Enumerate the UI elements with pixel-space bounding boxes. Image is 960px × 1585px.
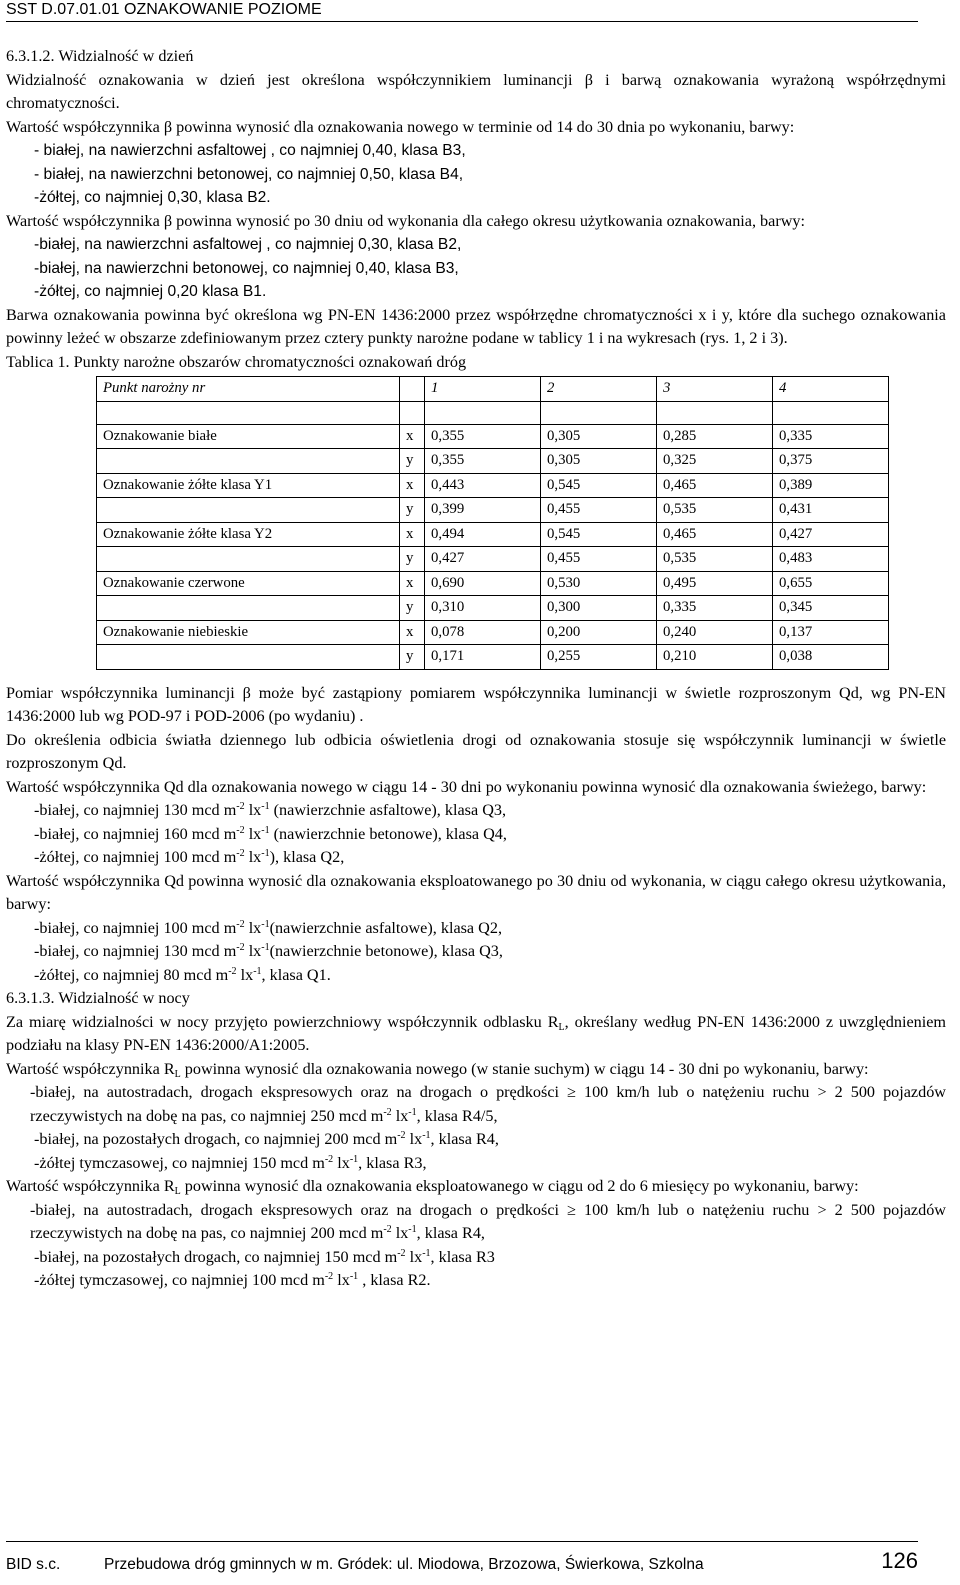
axis-cell: x: [400, 473, 425, 498]
list-item: -białej, co najmniej 130 mcd $m^{-2}$ $lx^{-1}(nawierzchnie$ betonowe), klasa Q3,: [34, 942, 503, 960]
value-cell: 0,455: [541, 547, 657, 572]
value-cell: 0,427: [773, 522, 889, 547]
row-label-cell: Oznakowanie białe: [97, 424, 400, 449]
list-item: -żółtej tymczasowej, co najmniej 100 mcd $m^{-2}$ $lx^{-1}$ , klasa R2.: [34, 1271, 431, 1289]
header-cell: Punkt narożny nr: [97, 377, 400, 402]
value-cell: 0,285: [657, 424, 773, 449]
paragraph: Wartość współczynnika $R_L$ powinna wynosić dla oznakowania eksploatowanego w ciągu od 2 do 6 miesięcy po wykonaniu, barwy:: [6, 1177, 859, 1197]
value-cell: 0,535: [657, 498, 773, 523]
table-row: [97, 424, 889, 449]
paragraph: Wartość współczynnika Qd powinna wynosić dla oznakowania eksploatowanego po 30 dniu od wykonania, w ciągu całego okresu użytkowania, barwy:: [6, 871, 946, 913]
value-cell: 0,483: [773, 547, 889, 572]
table-spacer-row: [97, 401, 889, 424]
value-cell: 0,355: [425, 424, 541, 449]
value-cell: 0,465: [657, 473, 773, 498]
table-row: [97, 522, 889, 547]
row-label-cell: [97, 547, 400, 572]
document-body: [6, 45, 946, 1293]
header-cell: 2: [541, 377, 657, 402]
list-item: -żółtej, co najmniej 0,20 klasa B1.: [34, 283, 267, 300]
section-heading-day: 6.3.1.2. Widzialność w dzień: [6, 47, 194, 65]
header-cell: 4: [773, 377, 889, 402]
table-row: [97, 596, 889, 621]
list-item: -białej, co najmniej 130 mcd $m^{-2}$ $lx^{-1}$ (nawierzchnie asfaltowe), klasa Q3,: [34, 801, 507, 819]
paragraph: Wartość współczynnika Qd dla oznakowania nowego w ciągu 14 - 30 dni po wykonaniu powinna wynosić dla oznakowania świeżego, barwy:: [6, 777, 927, 796]
value-cell: 0,335: [657, 596, 773, 621]
row-label-cell: Oznakowanie żółte klasa Y1: [97, 473, 400, 498]
list-item: -białej, na nawierzchni asfaltowej , co najmniej 0,30, klasa B2,: [34, 236, 462, 253]
row-label-cell: Oznakowanie niebieskie: [97, 620, 400, 645]
axis-cell: x: [400, 424, 425, 449]
axis-cell: x: [400, 522, 425, 547]
value-cell: 0,038: [773, 645, 889, 670]
header-cell: 1: [425, 377, 541, 402]
value-cell: 0,455: [541, 498, 657, 523]
list-item: -białej, na pozostałych drogach, co najmniej 200 mcd $m^{-2}$ $lx^{-1}$, klasa R4,: [34, 1130, 499, 1148]
axis-cell: y: [400, 547, 425, 572]
value-cell: 0,655: [773, 571, 889, 596]
paragraph: Wartość współczynnika $R_L$ powinna wynosić dla oznakowania nowego (w stanie suchym) w ciągu 14 - 30 dni po wykonaniu, barwy:: [6, 1059, 869, 1080]
axis-cell: x: [400, 620, 425, 645]
table-row: [97, 473, 889, 498]
header-cell: 3: [657, 377, 773, 402]
value-cell: 0,690: [425, 571, 541, 596]
table-caption: Tablica 1. Punkty narożne obszarów chromatyczności oznakowań dróg: [6, 352, 467, 371]
section-heading-night: 6.3.1.3. Widzialność w nocy: [6, 989, 190, 1007]
paragraph: Wartość współczynnika β powinna wynosić dla oznakowania nowego w terminie od 14 do 30 dnia po wykonaniu, barwy:: [6, 117, 795, 136]
axis-cell: y: [400, 645, 425, 670]
value-cell: 0,443: [425, 473, 541, 498]
page-footer: [6, 1541, 918, 1578]
value-cell: 0,355: [425, 449, 541, 474]
axis-cell: y: [400, 596, 425, 621]
value-cell: 0,495: [657, 571, 773, 596]
value-cell: 0,240: [657, 620, 773, 645]
list-item: -żółtej, co najmniej 0,30, klasa B2.: [34, 189, 271, 206]
list-item: - białej, na nawierzchni asfaltowej , co najmniej 0,40, klasa B3,: [34, 142, 466, 159]
value-cell: 0,530: [541, 571, 657, 596]
row-label-cell: Oznakowanie czerwone: [97, 571, 400, 596]
list-item: -białej, na autostradach, drogach ekspresowych oraz na drogach o prędkości ≥ 100 km/h lub o natężeniu ruchu > 2 500 pojazdów rzeczywistych na dobę na pas, co najmniej 250 mcd $m^{-2}$ $lx^{-1}$, klasa R4/5,: [30, 1083, 946, 1125]
table-row: [97, 449, 889, 474]
table-row: [97, 571, 889, 596]
header-cell: [400, 377, 425, 402]
table-header-row: [97, 377, 889, 402]
value-cell: 0,545: [541, 522, 657, 547]
value-cell: 0,300: [541, 596, 657, 621]
value-cell: 0,465: [657, 522, 773, 547]
value-cell: 0,389: [773, 473, 889, 498]
list-item: -żółtej, co najmniej 80 mcd $m^{-2}$ $lx^{-1}$, klasa Q1.: [34, 965, 331, 984]
table-row: [97, 645, 889, 670]
list-item: -białej, co najmniej 160 mcd $m^{-2}$ $lx^{-1}$ (nawierzchnie betonowe), klasa Q4,: [34, 824, 507, 843]
value-cell: 0,310: [425, 596, 541, 621]
value-cell: 0,375: [773, 449, 889, 474]
header-title: SST D.07.01.01 OZNAKOWANIE POZIOME: [6, 1, 322, 18]
row-label-cell: [97, 645, 400, 670]
list-item: -białej, na nawierzchni betonowej, co najmniej 0,40, klasa B3,: [34, 259, 459, 277]
list-item: -białej, na autostradach, drogach ekspresowych oraz na drogach o prędkości ≥ 100 km/h lub o natężeniu ruchu > 2 500 pojazdów rzeczywistych na dobę na pas, co najmniej 200 mcd $m^{-2}$ $lx^{-1}$, klasa R4,: [30, 1200, 946, 1242]
list-item: - białej, na nawierzchni betonowej, co najmniej 0,50, klasa B4,: [34, 165, 464, 183]
paragraph: Barwa oznakowania powinna być określona wg PN-EN 1436:2000 przez współrzędne chromatyczności x i y, które dla suchego oznakowania powinny leżeć w obszarze zdefiniowanym przez cztery punkty narożne podane w tablicy 1 i na wykresach (rys. 1, 2 i 3).: [6, 305, 946, 347]
row-label-cell: Oznakowanie żółte klasa Y2: [97, 522, 400, 547]
axis-cell: y: [400, 449, 425, 474]
value-cell: 0,200: [541, 620, 657, 645]
value-cell: 0,305: [541, 449, 657, 474]
table-row: [97, 498, 889, 523]
value-cell: 0,137: [773, 620, 889, 645]
value-cell: 0,535: [657, 547, 773, 572]
paragraph: Za miarę widzialności w nocy przyjęto powierzchniowy współczynnik odblasku $R_L$, określany według PN-EN 1436:2000 z uwzględnieniem podziału na klasy PN-EN 1436:2000/A1:2005.: [6, 1012, 946, 1054]
list-item: -białej, co najmniej 100 mcd $m^{-2}$ $lx^{-1}(nawierzchnie$ asfaltowe), klasa Q2,: [34, 918, 502, 937]
value-cell: 0,255: [541, 645, 657, 670]
axis-cell: x: [400, 571, 425, 596]
page-number: 126: [881, 1548, 918, 1573]
table-body: [97, 424, 889, 669]
row-label-cell: [97, 498, 400, 523]
list-item: -żółtej tymczasowej, co najmniej 150 mcd $m^{-2}$ $lx^{-1}$, klasa R3,: [34, 1153, 427, 1172]
value-cell: 0,494: [425, 522, 541, 547]
list-item: -białej, na pozostałych drogach, co najmniej 150 mcd $m^{-2}$ $lx^{-1}$, klasa R3: [34, 1247, 495, 1266]
value-cell: 0,305: [541, 424, 657, 449]
row-label-cell: [97, 449, 400, 474]
axis-cell: y: [400, 498, 425, 523]
chromaticity-table: [96, 376, 889, 670]
list-item: -żółtej, co najmniej 100 mcd $m^{-2}$ $lx^{-1}$), klasa Q2,: [34, 848, 345, 866]
value-cell: 0,171: [425, 645, 541, 670]
value-cell: 0,345: [773, 596, 889, 621]
value-cell: 0,427: [425, 547, 541, 572]
table-row: [97, 547, 889, 572]
paragraph: Wartość współczynnika β powinna wynosić po 30 dniu od wykonania dla całego okresu użytkowania oznakowania, barwy:: [6, 211, 806, 230]
footer-project: Przebudowa dróg gminnych w m. Gródek: ul. Miodowa, Brzozowa, Świerkowa, Szkolna: [104, 1556, 704, 1573]
page-header: [6, 0, 918, 22]
value-cell: 0,210: [657, 645, 773, 670]
paragraph: Do określenia odbicia światła dziennego lub odbicia oświetlenia drogi od oznakowania stosuje się współczynnik luminancji w świetle rozproszonym Qd.: [6, 730, 946, 772]
footer-company: BID s.c.: [6, 1556, 61, 1573]
row-label-cell: [97, 596, 400, 621]
value-cell: 0,545: [541, 473, 657, 498]
value-cell: 0,325: [657, 449, 773, 474]
paragraph: Pomiar współczynnika luminancji β może być zastąpiony pomiarem współczynnika luminancji w świetle rozproszonym Qd, wg PN-EN 1436:2000 lub wg POD-97 i POD-2006 (po wydaniu) .: [6, 683, 946, 725]
value-cell: 0,399: [425, 498, 541, 523]
table-row: [97, 620, 889, 645]
value-cell: 0,078: [425, 620, 541, 645]
value-cell: 0,431: [773, 498, 889, 523]
paragraph: Widzialność oznakowania w dzień jest określona współczynnikiem luminancji β i barwą oznakowania wyrażoną współrzędnymi chromatyczności.: [6, 70, 946, 112]
value-cell: 0,335: [773, 424, 889, 449]
